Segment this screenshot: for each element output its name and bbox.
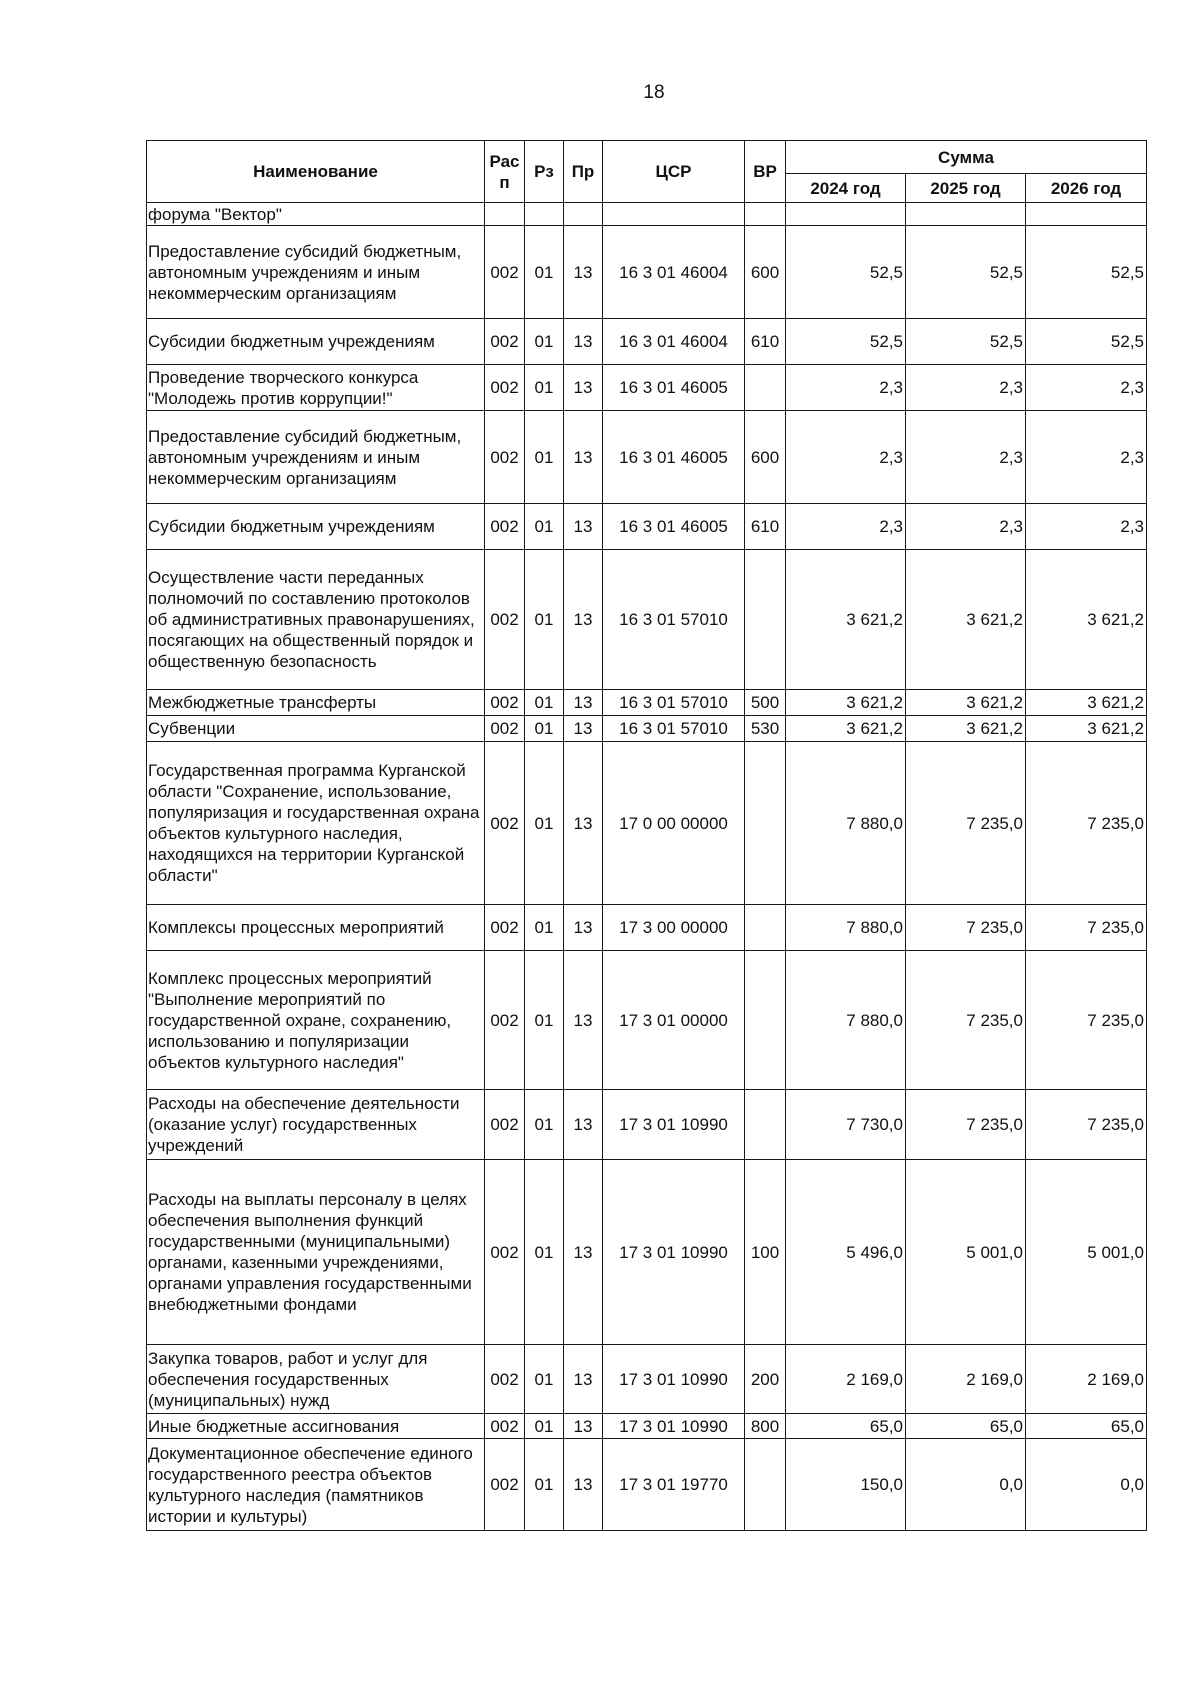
- cell-sum-2024: 2 169,0: [786, 1345, 906, 1414]
- table-row: [147, 411, 1147, 504]
- cell-sum-2024: 65,0: [786, 1414, 906, 1439]
- cell-sum-2026: 2 169,0: [1026, 1345, 1147, 1414]
- cell-sum-2026: 3 621,2: [1026, 690, 1147, 716]
- cell-csr: 16 3 01 46005: [603, 504, 745, 550]
- cell-csr: 17 3 00 00000: [603, 905, 745, 951]
- cell-pr: 13: [564, 504, 603, 550]
- cell-rasp: 002: [485, 319, 525, 365]
- cell-sum-2025: 3 621,2: [906, 716, 1026, 742]
- page-number-text: 18: [643, 82, 665, 103]
- cell-sum-2025: 65,0: [906, 1414, 1026, 1439]
- cell-pr: 13: [564, 1439, 603, 1531]
- cell-rz: 01: [525, 1345, 564, 1414]
- header-year-2026: 2026 год: [1026, 174, 1147, 203]
- cell-sum-2024: 150,0: [786, 1439, 906, 1531]
- cell-rasp: 002: [485, 690, 525, 716]
- cell-sum-2024: [786, 203, 906, 226]
- cell-name: Иные бюджетные ассигнования: [147, 1414, 485, 1439]
- cell-csr: 17 3 01 10990: [603, 1345, 745, 1414]
- table-row: [147, 1160, 1147, 1345]
- header-row-top: [147, 141, 1147, 174]
- cell-sum-2024: 3 621,2: [786, 716, 906, 742]
- cell-vr: [745, 742, 786, 905]
- cell-sum-2025: 2,3: [906, 411, 1026, 504]
- cell-csr: 16 3 01 46005: [603, 411, 745, 504]
- cell-rz: 01: [525, 905, 564, 951]
- cell-pr: 13: [564, 550, 603, 690]
- table-row: [147, 1090, 1147, 1160]
- cell-sum-2025: 3 621,2: [906, 690, 1026, 716]
- cell-rasp: 002: [485, 504, 525, 550]
- cell-rasp: 002: [485, 226, 525, 319]
- cell-vr: 610: [745, 319, 786, 365]
- cell-name: Комплексы процессных мероприятий: [147, 905, 485, 951]
- cell-csr: 17 3 01 00000: [603, 951, 745, 1090]
- cell-rz: 01: [525, 1439, 564, 1531]
- cell-name: Осуществление части переданных полномочий по составлению протоколов об административных правонарушениях, посягающих на общественный порядок и общественную безопасность: [147, 550, 485, 690]
- cell-rasp: 002: [485, 716, 525, 742]
- header-vr: ВР: [745, 141, 786, 203]
- cell-csr: 17 3 01 10990: [603, 1090, 745, 1160]
- cell-sum-2024: 5 496,0: [786, 1160, 906, 1345]
- cell-vr: [745, 1439, 786, 1531]
- cell-rasp: 002: [485, 951, 525, 1090]
- table-row: [147, 1345, 1147, 1414]
- cell-sum-2025: 5 001,0: [906, 1160, 1026, 1345]
- cell-sum-2025: 52,5: [906, 319, 1026, 365]
- cell-sum-2026: 52,5: [1026, 226, 1147, 319]
- cell-name: Комплекс процессных мероприятий "Выполнение мероприятий по государственной охране, сохранению, использованию и популяризации объектов культурного наследия": [147, 951, 485, 1090]
- cell-sum-2026: 5 001,0: [1026, 1160, 1147, 1345]
- header-sum: Сумма: [786, 141, 1147, 174]
- cell-csr: 17 0 00 00000: [603, 742, 745, 905]
- cell-vr: [745, 951, 786, 1090]
- cell-rasp: 002: [485, 411, 525, 504]
- cell-rasp: 002: [485, 1345, 525, 1414]
- cell-name: Субвенции: [147, 716, 485, 742]
- header-pr: Пр: [564, 141, 603, 203]
- cell-rz: 01: [525, 951, 564, 1090]
- cell-sum-2026: 3 621,2: [1026, 716, 1147, 742]
- cell-rz: 01: [525, 742, 564, 905]
- cell-name: Проведение творческого конкурса "Молодежь против коррупции!": [147, 365, 485, 411]
- cell-sum-2024: 52,5: [786, 226, 906, 319]
- cell-rz: 01: [525, 319, 564, 365]
- cell-sum-2025: 52,5: [906, 226, 1026, 319]
- table-row: [147, 905, 1147, 951]
- cell-rasp: 002: [485, 1160, 525, 1345]
- cell-csr: 16 3 01 46005: [603, 365, 745, 411]
- table-body: [147, 203, 1147, 1531]
- budget-table: [146, 140, 1147, 1531]
- cell-csr: 17 3 01 10990: [603, 1414, 745, 1439]
- cell-rz: 01: [525, 411, 564, 504]
- cell-sum-2025: 3 621,2: [906, 550, 1026, 690]
- cell-sum-2024: 3 621,2: [786, 550, 906, 690]
- header-rz: Рз: [525, 141, 564, 203]
- cell-csr: 16 3 01 57010: [603, 550, 745, 690]
- cell-sum-2025: 7 235,0: [906, 905, 1026, 951]
- cell-sum-2026: 7 235,0: [1026, 742, 1147, 905]
- cell-name: Расходы на обеспечение деятельности (оказание услуг) государственных учреждений: [147, 1090, 485, 1160]
- cell-pr: 13: [564, 1345, 603, 1414]
- cell-rasp: 002: [485, 550, 525, 690]
- cell-sum-2025: [906, 203, 1026, 226]
- cell-sum-2024: 7 730,0: [786, 1090, 906, 1160]
- cell-vr: 800: [745, 1414, 786, 1439]
- cell-sum-2026: 2,3: [1026, 411, 1147, 504]
- cell-vr: [745, 203, 786, 226]
- cell-vr: 530: [745, 716, 786, 742]
- cell-name: Субсидии бюджетным учреждениям: [147, 319, 485, 365]
- cell-pr: 13: [564, 411, 603, 504]
- cell-sum-2026: 0,0: [1026, 1439, 1147, 1531]
- cell-sum-2026: 7 235,0: [1026, 905, 1147, 951]
- header-year-2025: 2025 год: [906, 174, 1026, 203]
- table-row: [147, 690, 1147, 716]
- cell-sum-2024: 3 621,2: [786, 690, 906, 716]
- cell-sum-2024: 2,3: [786, 365, 906, 411]
- cell-pr: 13: [564, 716, 603, 742]
- table-row: [147, 550, 1147, 690]
- cell-sum-2025: 2 169,0: [906, 1345, 1026, 1414]
- cell-vr: 610: [745, 504, 786, 550]
- cell-pr: [564, 203, 603, 226]
- cell-rz: 01: [525, 1090, 564, 1160]
- cell-pr: 13: [564, 319, 603, 365]
- cell-csr: 16 3 01 57010: [603, 716, 745, 742]
- cell-sum-2024: 2,3: [786, 411, 906, 504]
- cell-pr: 13: [564, 1090, 603, 1160]
- table-row: [147, 951, 1147, 1090]
- cell-sum-2026: 52,5: [1026, 319, 1147, 365]
- cell-sum-2025: 2,3: [906, 365, 1026, 411]
- page-number: [0, 82, 1200, 104]
- cell-rasp: 002: [485, 742, 525, 905]
- cell-name: форума "Вектор": [147, 203, 485, 226]
- cell-vr: 600: [745, 226, 786, 319]
- table-row: [147, 742, 1147, 905]
- cell-sum-2025: 2,3: [906, 504, 1026, 550]
- cell-pr: 13: [564, 905, 603, 951]
- cell-name: Субсидии бюджетным учреждениям: [147, 504, 485, 550]
- cell-name: Предоставление субсидий бюджетным, автономным учреждениям и иным некоммерческим организациям: [147, 411, 485, 504]
- cell-sum-2026: 2,3: [1026, 365, 1147, 411]
- cell-pr: 13: [564, 365, 603, 411]
- cell-rz: 01: [525, 504, 564, 550]
- table-row: [147, 319, 1147, 365]
- header-name: Наименование: [147, 141, 485, 203]
- cell-name: Межбюджетные трансферты: [147, 690, 485, 716]
- table-row: [147, 1439, 1147, 1531]
- table-row: [147, 1414, 1147, 1439]
- cell-rz: 01: [525, 365, 564, 411]
- cell-name: Расходы на выплаты персоналу в целях обеспечения выполнения функций государственными (муниципальными) органами, казенными учреждениями, органами управления государственными внебюджетными фондами: [147, 1160, 485, 1345]
- cell-vr: 200: [745, 1345, 786, 1414]
- cell-sum-2026: 3 621,2: [1026, 550, 1147, 690]
- cell-rz: 01: [525, 550, 564, 690]
- cell-pr: 13: [564, 226, 603, 319]
- cell-rasp: 002: [485, 1090, 525, 1160]
- cell-rz: 01: [525, 226, 564, 319]
- cell-rz: 01: [525, 690, 564, 716]
- table-row: [147, 504, 1147, 550]
- cell-vr: 600: [745, 411, 786, 504]
- cell-rz: 01: [525, 1160, 564, 1345]
- cell-sum-2026: 7 235,0: [1026, 1090, 1147, 1160]
- cell-sum-2024: 7 880,0: [786, 905, 906, 951]
- cell-name: Государственная программа Курганской области "Сохранение, использование, популяризация и государственная охрана объектов культурного наследия, находящихся на территории Курганской области": [147, 742, 485, 905]
- cell-vr: [745, 1090, 786, 1160]
- cell-sum-2026: [1026, 203, 1147, 226]
- cell-sum-2026: 2,3: [1026, 504, 1147, 550]
- cell-sum-2025: 7 235,0: [906, 1090, 1026, 1160]
- cell-name: Закупка товаров, работ и услуг для обеспечения государственных (муниципальных) нужд: [147, 1345, 485, 1414]
- cell-csr: 16 3 01 46004: [603, 319, 745, 365]
- cell-sum-2025: 7 235,0: [906, 951, 1026, 1090]
- cell-sum-2026: 65,0: [1026, 1414, 1147, 1439]
- table-row: [147, 365, 1147, 411]
- cell-name: Документационное обеспечение единого государственного реестра объектов культурного наследия (памятников истории и культуры): [147, 1439, 485, 1531]
- cell-vr: [745, 550, 786, 690]
- table-row: [147, 716, 1147, 742]
- cell-sum-2025: 7 235,0: [906, 742, 1026, 905]
- cell-pr: 13: [564, 951, 603, 1090]
- cell-pr: 13: [564, 690, 603, 716]
- cell-vr: [745, 365, 786, 411]
- cell-vr: 100: [745, 1160, 786, 1345]
- cell-pr: 13: [564, 1160, 603, 1345]
- cell-rasp: 002: [485, 905, 525, 951]
- cell-rz: 01: [525, 716, 564, 742]
- table-row: [147, 226, 1147, 319]
- cell-rz: [525, 203, 564, 226]
- cell-vr: 500: [745, 690, 786, 716]
- cell-rasp: 002: [485, 1439, 525, 1531]
- cell-name: Предоставление субсидий бюджетным, автономным учреждениям и иным некоммерческим организациям: [147, 226, 485, 319]
- cell-csr: 17 3 01 19770: [603, 1439, 745, 1531]
- header-rasp: Рас п: [485, 141, 525, 203]
- cell-rasp: 002: [485, 365, 525, 411]
- cell-vr: [745, 905, 786, 951]
- cell-rz: 01: [525, 1414, 564, 1439]
- cell-sum-2024: 7 880,0: [786, 951, 906, 1090]
- cell-csr: 17 3 01 10990: [603, 1160, 745, 1345]
- cell-rasp: [485, 203, 525, 226]
- cell-csr: 16 3 01 46004: [603, 226, 745, 319]
- cell-csr: [603, 203, 745, 226]
- cell-sum-2026: 7 235,0: [1026, 951, 1147, 1090]
- cell-sum-2024: 7 880,0: [786, 742, 906, 905]
- cell-sum-2025: 0,0: [906, 1439, 1026, 1531]
- cell-pr: 13: [564, 742, 603, 905]
- cell-sum-2024: 2,3: [786, 504, 906, 550]
- header-csr: ЦСР: [603, 141, 745, 203]
- cell-rasp: 002: [485, 1414, 525, 1439]
- cell-csr: 16 3 01 57010: [603, 690, 745, 716]
- header-year-2024: 2024 год: [786, 174, 906, 203]
- cell-sum-2024: 52,5: [786, 319, 906, 365]
- cell-pr: 13: [564, 1414, 603, 1439]
- table-row: [147, 203, 1147, 226]
